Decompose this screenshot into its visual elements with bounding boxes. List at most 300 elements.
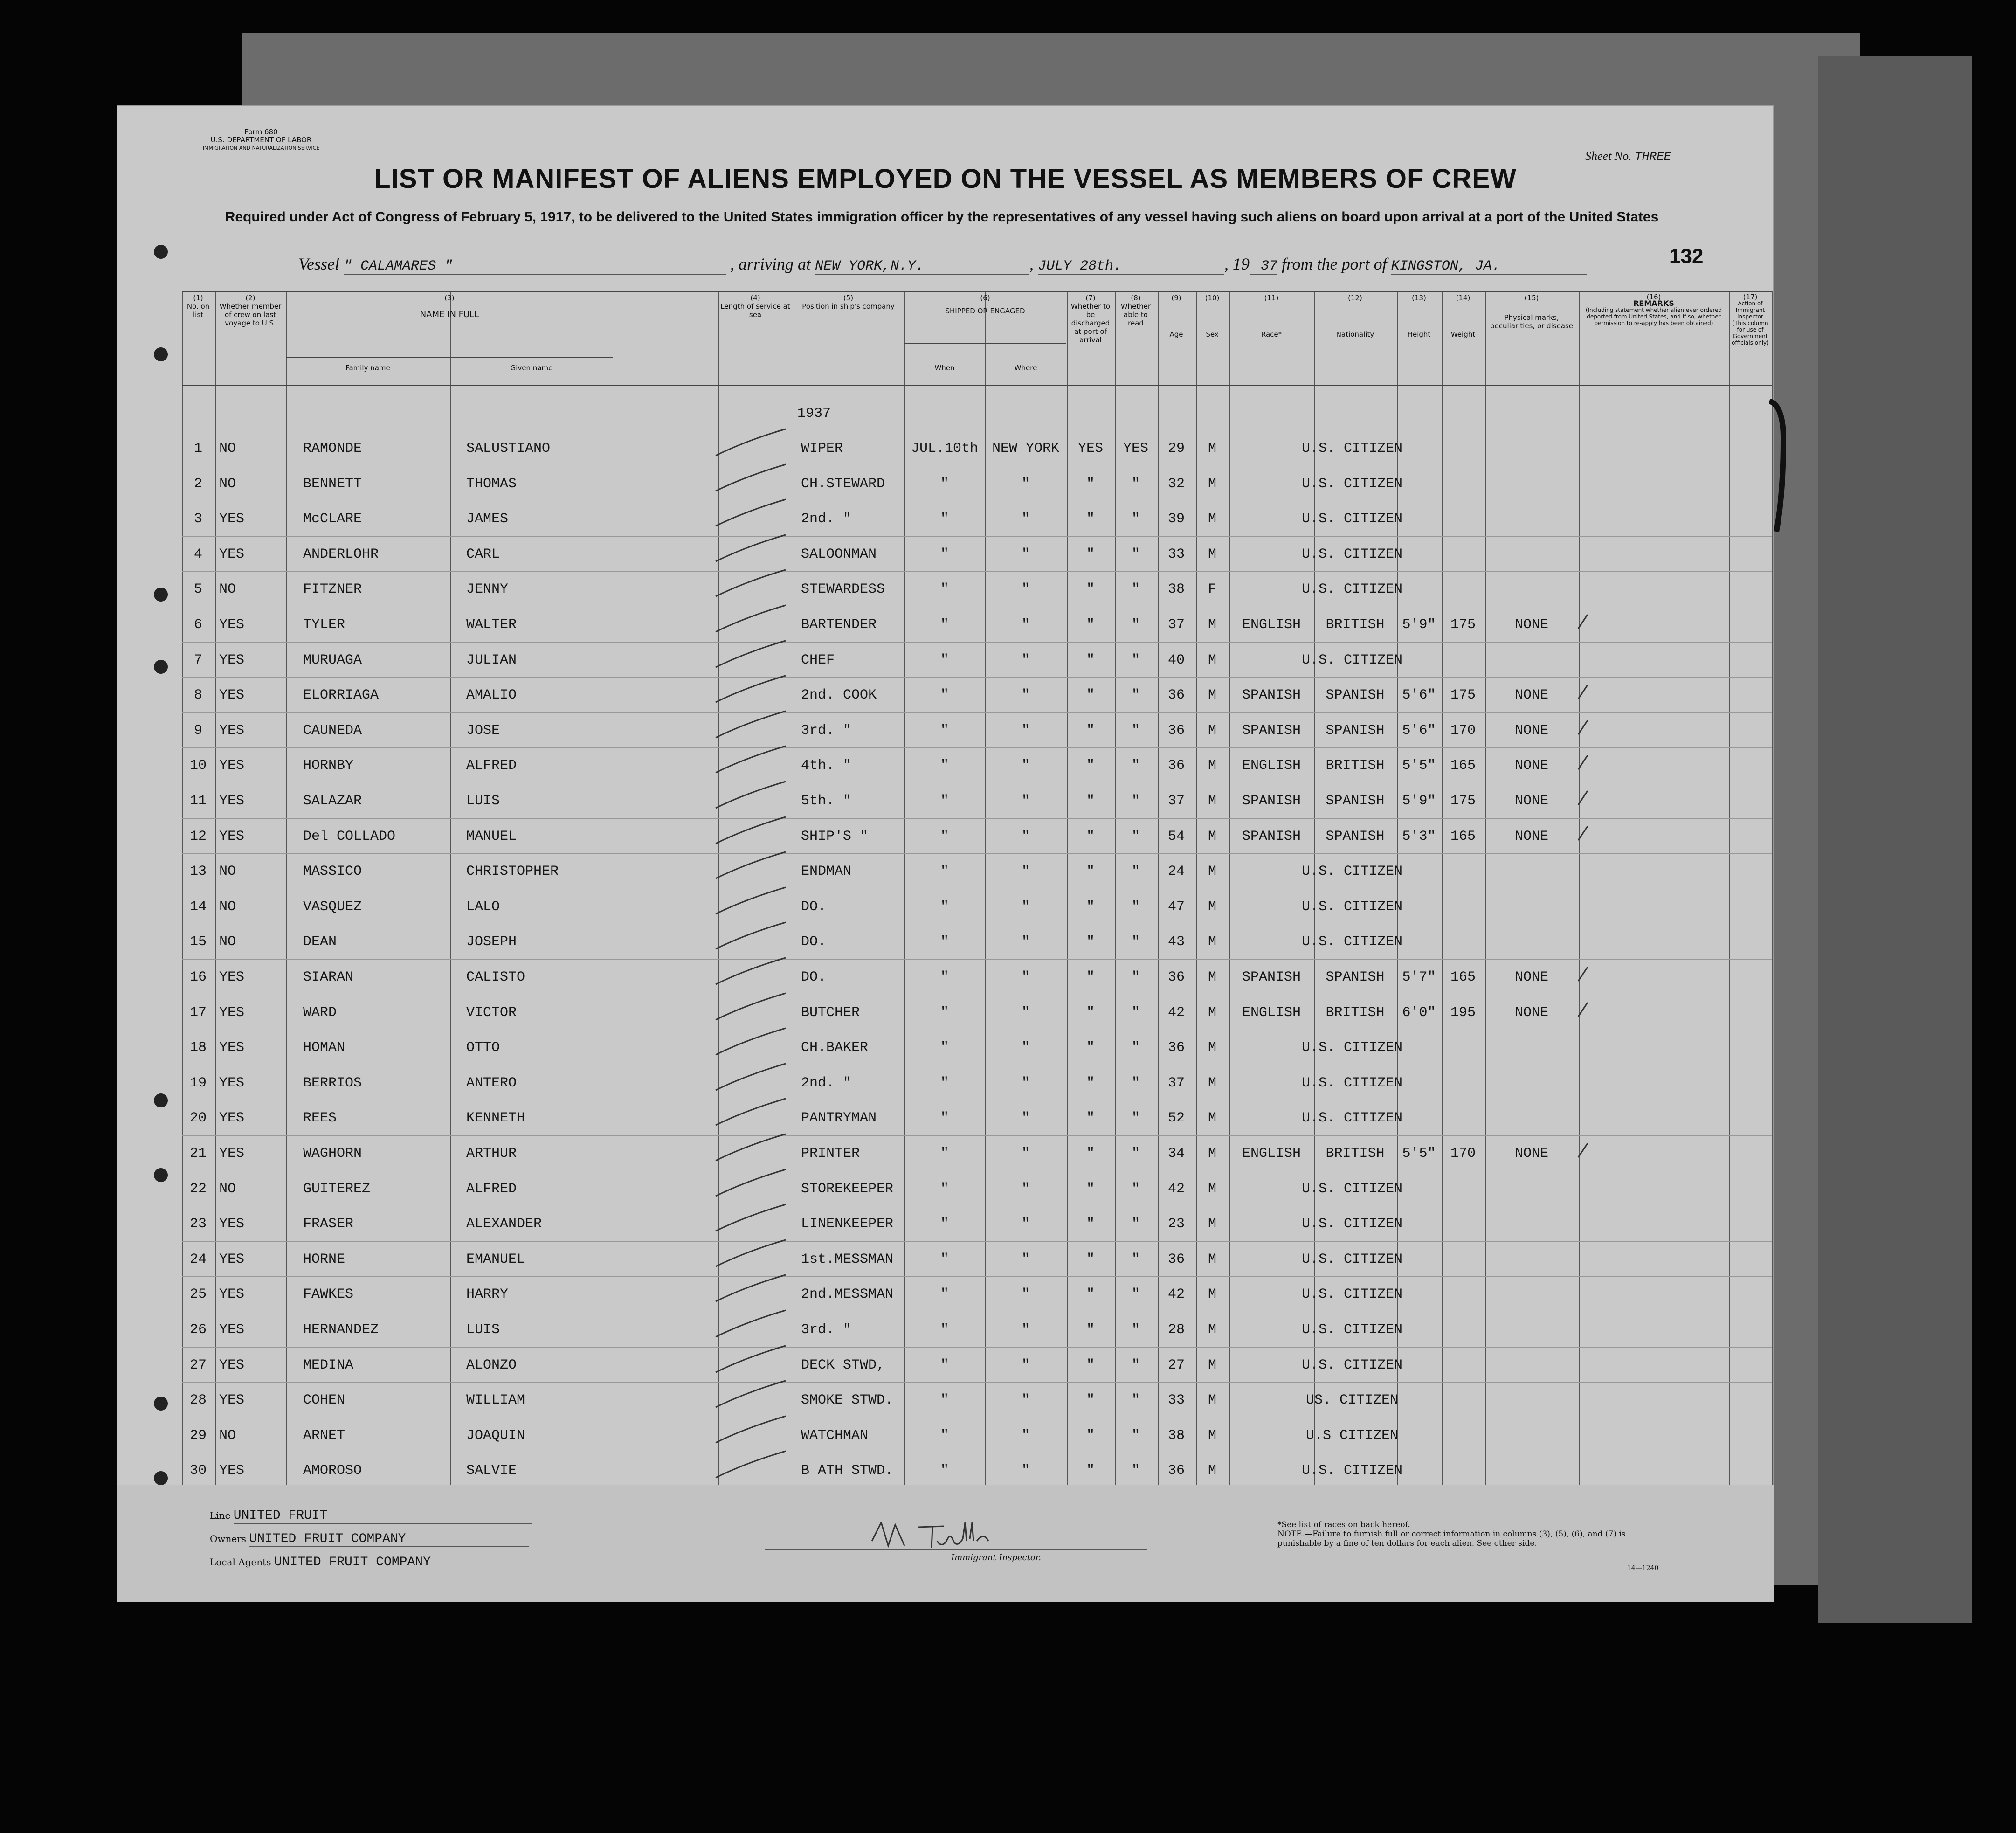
col-service-header: (4) Length of service at sea xyxy=(720,294,790,319)
table-row xyxy=(182,1172,1772,1207)
table-row xyxy=(182,502,1772,537)
service-pen-stroke xyxy=(709,1308,793,1341)
cell-when: " xyxy=(940,793,949,809)
col-height-header: (13) Height xyxy=(1407,294,1431,339)
table-row xyxy=(182,784,1772,819)
cell-position: BUTCHER xyxy=(801,1004,860,1021)
cell-race: ENGLISH xyxy=(1242,1004,1301,1021)
row-rule xyxy=(182,536,1772,537)
cell-when: " xyxy=(940,1146,949,1162)
col-remarks-header: (16) REMARKS (Including statement whether alien ever ordered deported from United States, and if so, whether permission to re-apply has been obtained) xyxy=(1585,293,1722,326)
cell-disch: YES xyxy=(1077,441,1103,457)
row-rule xyxy=(182,677,1772,678)
cell-family: BERRIOS xyxy=(303,1075,362,1091)
cell-when: " xyxy=(940,758,949,774)
cell-marks: NONE xyxy=(1514,1146,1548,1162)
cell-read: " xyxy=(1131,1322,1140,1338)
cell-prev: YES xyxy=(219,1357,245,1373)
cell-when: " xyxy=(940,511,949,527)
cell-prev: NO xyxy=(219,1181,236,1197)
cell-age: 40 xyxy=(1167,652,1185,668)
cell-when: " xyxy=(940,476,949,492)
sheet-number: Sheet No. THREE xyxy=(1585,149,1671,164)
cell-age: 29 xyxy=(1167,441,1185,457)
cell-prev: YES xyxy=(219,1146,245,1162)
row-rule xyxy=(182,1241,1772,1242)
cell-nationality: U.S. CITIZEN xyxy=(1301,1110,1403,1127)
cell-no: 3 xyxy=(193,511,202,527)
cell-family: Del COLLADO xyxy=(303,828,396,844)
cell-sex: M xyxy=(1208,828,1216,844)
cell-position: CHEF xyxy=(801,652,835,668)
cell-when: " xyxy=(940,687,949,704)
cell-nat: BRITISH xyxy=(1326,758,1385,774)
cell-no: 15 xyxy=(189,934,207,950)
cell-read: " xyxy=(1131,546,1140,562)
cell-where: " xyxy=(1021,1357,1030,1373)
col-given-name-header: Given name xyxy=(510,364,553,372)
cell-read: " xyxy=(1131,476,1140,492)
service-pen-stroke xyxy=(709,638,793,671)
page-title: LIST OR MANIFEST OF ALIENS EMPLOYED ON THE VESSEL AS MEMBERS OF CREW xyxy=(374,164,1517,194)
cell-given: VICTOR xyxy=(466,1004,517,1021)
cell-position: WIPER xyxy=(801,441,843,457)
cell-given: JOSE xyxy=(466,722,500,739)
cell-read: " xyxy=(1131,511,1140,527)
cell-position: 3rd. " xyxy=(801,722,852,739)
cell-weight: 170 xyxy=(1450,722,1476,739)
cell-disch: " xyxy=(1086,969,1095,985)
cell-position: 4th. " xyxy=(801,758,852,774)
cell-disch: " xyxy=(1086,1287,1095,1303)
table-row xyxy=(182,925,1772,960)
cell-sex: M xyxy=(1208,1040,1216,1056)
cell-family: WARD xyxy=(303,1004,337,1021)
table-row xyxy=(182,1418,1772,1454)
cell-given: JULIAN xyxy=(466,652,517,668)
punch-hole xyxy=(154,1397,168,1411)
cell-when: " xyxy=(940,1040,949,1056)
cell-race: SPANISH xyxy=(1242,828,1301,844)
cell-family: GUITEREZ xyxy=(303,1181,371,1197)
col-position-header: (5) Position in ship's company xyxy=(802,294,895,311)
cell-where: " xyxy=(1021,1251,1030,1267)
check-mark xyxy=(1576,824,1590,843)
table-row xyxy=(182,854,1772,890)
cell-where: " xyxy=(1021,617,1030,633)
cell-family: ELORRIAGA xyxy=(303,687,379,704)
cell-disch: " xyxy=(1086,793,1095,809)
cell-position: 5th. " xyxy=(801,793,852,809)
cell-disch: " xyxy=(1086,828,1095,844)
cell-disch: " xyxy=(1086,652,1095,668)
service-pen-stroke xyxy=(709,1343,793,1376)
cell-given: ALFRED xyxy=(466,1181,517,1197)
cell-given: ALFRED xyxy=(466,758,517,774)
col-family-name-header: Family name xyxy=(345,364,390,372)
cell-height: 5'6" xyxy=(1402,722,1436,739)
cell-age: 27 xyxy=(1167,1357,1185,1373)
cell-disch: " xyxy=(1086,1004,1095,1021)
cell-no: 2 xyxy=(193,476,202,492)
table-row xyxy=(182,1348,1772,1383)
cell-sex: M xyxy=(1208,1110,1216,1127)
cell-age: 42 xyxy=(1167,1004,1185,1021)
service-pen-stroke xyxy=(709,991,793,1024)
cell-read: " xyxy=(1131,1251,1140,1267)
cell-race: ENGLISH xyxy=(1242,758,1301,774)
cell-position: WATCHMAN xyxy=(801,1427,869,1444)
cell-where: " xyxy=(1021,1040,1030,1056)
table-row xyxy=(182,1101,1772,1136)
cell-age: 28 xyxy=(1167,1322,1185,1338)
cell-marks: NONE xyxy=(1514,687,1548,704)
cell-no: 21 xyxy=(189,1146,207,1162)
service-pen-stroke xyxy=(709,533,793,565)
cell-read: " xyxy=(1131,1287,1140,1303)
cell-position: SHIP'S " xyxy=(801,828,869,844)
table-row xyxy=(182,431,1772,467)
cell-position: 3rd. " xyxy=(801,1322,852,1338)
cell-no: 9 xyxy=(193,722,202,739)
cell-no: 26 xyxy=(189,1322,207,1338)
cell-given: ALONZO xyxy=(466,1357,517,1373)
service-pen-stroke xyxy=(709,427,793,459)
cell-prev: YES xyxy=(219,1040,245,1056)
cell-race: SPANISH xyxy=(1242,969,1301,985)
cell-weight: 195 xyxy=(1450,1004,1476,1021)
vessel-line: Vessel " CALAMARES " , arriving at NEW YORK,N.Y. , JULY 28th. , 19 37 from the port of KINGSTON, JA. xyxy=(298,254,1720,277)
cell-position: BARTENDER xyxy=(801,617,877,633)
cell-no: 25 xyxy=(189,1287,207,1303)
cell-position: STOREKEEPER xyxy=(801,1181,894,1197)
cell-where: " xyxy=(1021,1181,1030,1197)
cell-marks: NONE xyxy=(1514,758,1548,774)
col-race-header: (11) Race* xyxy=(1261,294,1282,339)
service-pen-stroke xyxy=(709,955,793,988)
cell-no: 13 xyxy=(189,864,207,880)
cell-disch: " xyxy=(1086,1075,1095,1091)
table-row xyxy=(182,1031,1772,1066)
col-sex-header: (10) Sex xyxy=(1205,294,1220,339)
col-when-header: When xyxy=(934,364,955,372)
cell-weight: 170 xyxy=(1450,1146,1476,1162)
cell-prev: YES xyxy=(219,1463,245,1479)
cell-given: EMANUEL xyxy=(466,1251,525,1267)
cell-when: " xyxy=(940,1392,949,1409)
cell-no: 23 xyxy=(189,1216,207,1232)
cell-read: " xyxy=(1131,1181,1140,1197)
cell-sex: M xyxy=(1208,793,1216,809)
cell-sex: M xyxy=(1208,1427,1216,1444)
cell-read: " xyxy=(1131,1110,1140,1127)
cell-when: JUL.10th xyxy=(911,441,979,457)
cell-disch: " xyxy=(1086,476,1095,492)
cell-given: JENNY xyxy=(466,581,509,598)
cell-family: FITZNER xyxy=(303,581,362,598)
cell-height: 5'9" xyxy=(1402,793,1436,809)
service-pen-stroke xyxy=(709,1238,793,1270)
cell-disch: " xyxy=(1086,1463,1095,1479)
cell-family: COHEN xyxy=(303,1392,345,1409)
cell-position: LINENKEEPER xyxy=(801,1216,894,1232)
cell-prev: YES xyxy=(219,1251,245,1267)
cell-nationality: U.S. CITIZEN xyxy=(1301,864,1403,880)
check-mark xyxy=(1576,718,1590,737)
cell-prev: YES xyxy=(219,793,245,809)
row-rule xyxy=(182,853,1772,854)
cell-nationality: U.S. CITIZEN xyxy=(1301,1463,1403,1479)
cell-where: " xyxy=(1021,1463,1030,1479)
cell-disch: " xyxy=(1086,1251,1095,1267)
cell-prev: YES xyxy=(219,546,245,562)
cell-position: B ATH STWD. xyxy=(801,1463,894,1479)
cell-prev: NO xyxy=(219,1427,236,1444)
cell-where: " xyxy=(1021,1427,1030,1444)
service-pen-stroke xyxy=(709,850,793,882)
col-where-header: Where xyxy=(1014,364,1037,372)
cell-nationality: U.S. CITIZEN xyxy=(1301,1287,1403,1303)
footnotes: *See list of races on back hereof. NOTE.—Failure to furnish full or correct information in columns (3), (5), (6), and (7) is punishable by a fine of ten dollars for each alien. See other side. xyxy=(1277,1520,1626,1548)
cell-age: 39 xyxy=(1167,511,1185,527)
service-pen-stroke xyxy=(709,885,793,918)
cell-where: " xyxy=(1021,828,1030,844)
cell-given: ALEXANDER xyxy=(466,1216,542,1232)
cell-no: 12 xyxy=(189,828,207,844)
cell-sex: M xyxy=(1208,441,1216,457)
cell-nationality: U.S. CITIZEN xyxy=(1301,476,1403,492)
col-age-header: (9) Age xyxy=(1169,294,1183,339)
form-code: 14—1240 xyxy=(1627,1564,1659,1572)
cell-no: 6 xyxy=(193,617,202,633)
cell-where: " xyxy=(1021,652,1030,668)
cell-prev: YES xyxy=(219,1392,245,1409)
cell-family: MURUAGA xyxy=(303,652,362,668)
cell-position: 2nd.MESSMAN xyxy=(801,1287,894,1303)
table-row xyxy=(182,1277,1772,1313)
cell-nat: SPANISH xyxy=(1326,793,1385,809)
punch-hole xyxy=(154,588,168,602)
cell-read: " xyxy=(1131,828,1140,844)
cell-given: THOMAS xyxy=(466,476,517,492)
cell-family: HERNANDEZ xyxy=(303,1322,379,1338)
cell-when: " xyxy=(940,1463,949,1479)
cell-height: 5'9" xyxy=(1402,617,1436,633)
col-discharged-header: (7) Whether to be discharged at port of arrival xyxy=(1070,294,1111,344)
cell-given: CARL xyxy=(466,546,500,562)
cell-prev: NO xyxy=(219,441,236,457)
cell-nat: SPANISH xyxy=(1326,828,1385,844)
cell-no: 19 xyxy=(189,1075,207,1091)
cell-prev: YES xyxy=(219,1004,245,1021)
table-row xyxy=(182,1313,1772,1348)
cell-prev: YES xyxy=(219,1287,245,1303)
col-no-header: (1) No. on list xyxy=(186,294,210,319)
cell-where: " xyxy=(1021,581,1030,598)
cell-race: SPANISH xyxy=(1242,687,1301,704)
cell-given: ARTHUR xyxy=(466,1146,517,1162)
cell-no: 1 xyxy=(193,441,202,457)
form-identifier: Form 680 U.S. DEPARTMENT OF LABOR IMMIGRATION AND NATURALIZATION SERVICE xyxy=(202,128,320,151)
cell-where: " xyxy=(1021,476,1030,492)
owners-field: Owners UNITED FRUIT COMPANY xyxy=(210,1532,529,1547)
cell-given: MANUEL xyxy=(466,828,517,844)
cell-family: CAUNEDA xyxy=(303,722,362,739)
check-mark xyxy=(1576,1000,1590,1019)
check-mark xyxy=(1576,753,1590,772)
row-rule xyxy=(182,712,1772,713)
cell-when: " xyxy=(940,1251,949,1267)
cell-nat: BRITISH xyxy=(1326,617,1385,633)
cell-when: " xyxy=(940,1075,949,1091)
cell-when: " xyxy=(940,1004,949,1021)
table-row xyxy=(182,572,1772,608)
row-rule xyxy=(182,959,1772,960)
table-row xyxy=(182,996,1772,1031)
cell-height: 5'6" xyxy=(1402,687,1436,704)
cell-given: HARRY xyxy=(466,1287,509,1303)
cell-family: REES xyxy=(303,1110,337,1127)
check-mark xyxy=(1576,612,1590,631)
cell-weight: 175 xyxy=(1450,687,1476,704)
cell-age: 23 xyxy=(1167,1216,1185,1232)
service-pen-stroke xyxy=(709,567,793,600)
service-pen-stroke xyxy=(709,1132,793,1164)
cell-disch: " xyxy=(1086,1040,1095,1056)
cell-age: 33 xyxy=(1167,1392,1185,1409)
cell-nationality: US. CITIZEN xyxy=(1305,1392,1399,1409)
cell-where: " xyxy=(1021,1216,1030,1232)
cell-disch: " xyxy=(1086,546,1095,562)
cell-nationality: U.S. CITIZEN xyxy=(1301,546,1403,562)
cell-where: " xyxy=(1021,1004,1030,1021)
cell-family: TYLER xyxy=(303,617,345,633)
cell-weight: 165 xyxy=(1450,758,1476,774)
cell-nationality: U.S. CITIZEN xyxy=(1301,652,1403,668)
table-row xyxy=(182,1242,1772,1278)
table-row xyxy=(182,1207,1772,1242)
check-mark xyxy=(1576,683,1590,701)
binder-clip xyxy=(1769,399,1788,539)
row-rule xyxy=(182,571,1772,572)
punch-hole xyxy=(154,1168,168,1182)
row-rule xyxy=(182,818,1772,819)
cell-marks: NONE xyxy=(1514,828,1548,844)
cell-when: " xyxy=(940,1287,949,1303)
cell-family: FRASER xyxy=(303,1216,354,1232)
cell-position: 2nd. " xyxy=(801,511,852,527)
cell-disch: " xyxy=(1086,1146,1095,1162)
cell-read: " xyxy=(1131,687,1140,704)
cell-no: 28 xyxy=(189,1392,207,1409)
cell-position: 2nd. COOK xyxy=(801,687,877,704)
cell-age: 37 xyxy=(1167,793,1185,809)
cell-weight: 165 xyxy=(1450,969,1476,985)
cell-prev: YES xyxy=(219,687,245,704)
service-pen-stroke xyxy=(709,1273,793,1305)
cell-no: 16 xyxy=(189,969,207,985)
cell-prev: YES xyxy=(219,1216,245,1232)
table-row xyxy=(182,748,1772,784)
cell-family: ARNET xyxy=(303,1427,345,1444)
cell-prev: YES xyxy=(219,969,245,985)
cell-nat: BRITISH xyxy=(1326,1146,1385,1162)
cell-age: 36 xyxy=(1167,758,1185,774)
cell-no: 24 xyxy=(189,1251,207,1267)
cell-position: 2nd. " xyxy=(801,1075,852,1091)
service-pen-stroke xyxy=(709,744,793,776)
cell-where: " xyxy=(1021,687,1030,704)
cell-read: " xyxy=(1131,969,1140,985)
check-mark xyxy=(1576,1141,1590,1160)
table-row xyxy=(182,713,1772,749)
cell-position: CH.BAKER xyxy=(801,1040,869,1056)
cell-family: MEDINA xyxy=(303,1357,354,1373)
cell-height: 5'5" xyxy=(1402,758,1436,774)
cell-age: 33 xyxy=(1167,546,1185,562)
punch-hole xyxy=(154,245,168,259)
cell-age: 37 xyxy=(1167,1075,1185,1091)
cell-family: HOMAN xyxy=(303,1040,345,1056)
cell-given: WALTER xyxy=(466,617,517,633)
service-pen-stroke xyxy=(709,462,793,495)
cell-disch: " xyxy=(1086,1216,1095,1232)
cell-where: " xyxy=(1021,1322,1030,1338)
signature-line xyxy=(765,1549,1147,1550)
cell-family: DEAN xyxy=(303,934,337,950)
cell-where: " xyxy=(1021,969,1030,985)
cell-age: 42 xyxy=(1167,1287,1185,1303)
cell-race: ENGLISH xyxy=(1242,617,1301,633)
row-rule xyxy=(182,642,1772,643)
cell-family: AMOROSO xyxy=(303,1463,362,1479)
cell-no: 14 xyxy=(189,899,207,915)
cell-where: " xyxy=(1021,864,1030,880)
cell-prev: YES xyxy=(219,828,245,844)
cell-position: ENDMAN xyxy=(801,864,852,880)
table-row xyxy=(182,678,1772,713)
service-pen-stroke xyxy=(709,1449,793,1481)
punch-hole xyxy=(154,347,168,361)
cell-prev: NO xyxy=(219,864,236,880)
cell-sex: M xyxy=(1208,1357,1216,1373)
cell-nationality: U.S. CITIZEN xyxy=(1301,441,1403,457)
agents-field: Local Agents UNITED FRUIT COMPANY xyxy=(210,1555,535,1570)
cell-given: KENNETH xyxy=(466,1110,525,1127)
service-pen-stroke xyxy=(709,815,793,847)
cell-nationality: U.S. CITIZEN xyxy=(1301,1357,1403,1373)
col-read-header: (8) Whether able to read xyxy=(1120,294,1151,327)
cell-no: 4 xyxy=(193,546,202,562)
cell-no: 17 xyxy=(189,1004,207,1021)
cell-marks: NONE xyxy=(1514,1004,1548,1021)
cell-read: " xyxy=(1131,864,1140,880)
table-row xyxy=(182,467,1772,502)
cell-no: 8 xyxy=(193,687,202,704)
cell-sex: M xyxy=(1208,687,1216,704)
cell-prev: NO xyxy=(219,476,236,492)
cell-given: ANTERO xyxy=(466,1075,517,1091)
inspector-signature xyxy=(863,1513,1124,1555)
cell-sex: M xyxy=(1208,1146,1216,1162)
cell-prev: YES xyxy=(219,1075,245,1091)
cell-read: " xyxy=(1131,899,1140,915)
cell-sex: M xyxy=(1208,1181,1216,1197)
col-inspector-header: (17) Action of Immigrant Inspector (This column for use of Government officials only) xyxy=(1732,293,1769,346)
cell-read: YES xyxy=(1123,441,1148,457)
cell-age: 47 xyxy=(1167,899,1185,915)
service-pen-stroke xyxy=(709,673,793,706)
